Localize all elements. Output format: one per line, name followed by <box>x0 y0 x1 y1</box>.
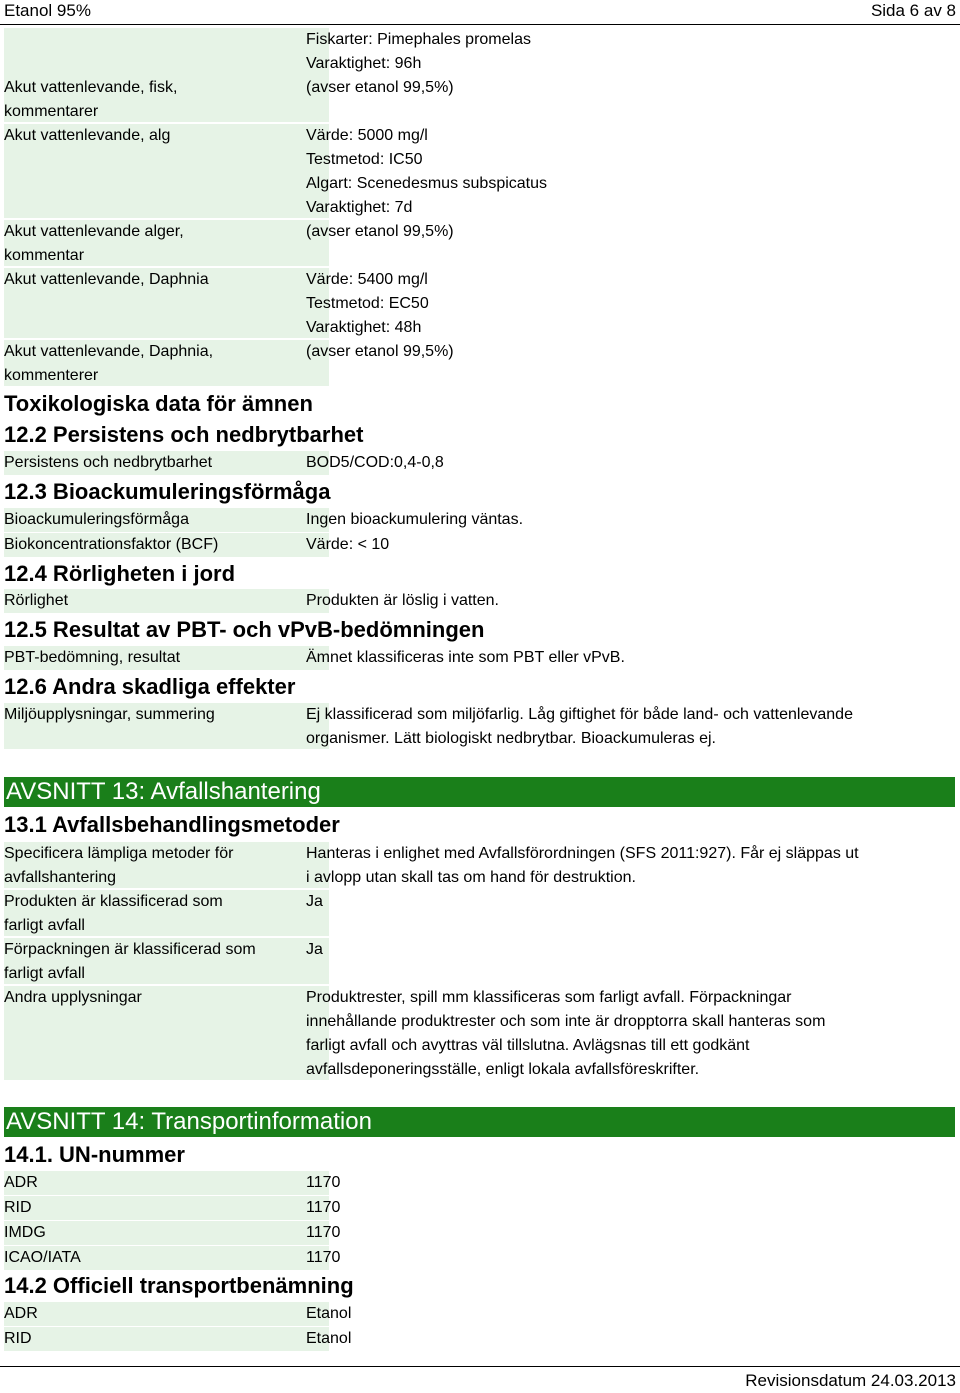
row-value: Värde: 5400 mg/l Testmetod: EC50 Varaktighet: 48h <box>306 271 429 336</box>
row-value: 1170 <box>306 1199 341 1216</box>
row-label: Biokoncentrationsfaktor (BCF) <box>4 533 329 557</box>
data-row <box>4 508 956 532</box>
section-header-14: AVSNITT 14: Transportinformation <box>4 1107 955 1137</box>
data-row <box>4 1302 956 1326</box>
row-value: (avser etanol 99,5%) <box>306 343 454 360</box>
row-value: Produktrester, spill mm klassificeras som farligt avfall. Förpackningar innehållande produktrester och som inte är dropptorra skall hanteras som farligt avfall och avyttras väl tillslutna. Avlägsnas till ett godkänt avfallsdeponeringsställe, enligt lokala avfallsföreskrifter. <box>306 989 826 1078</box>
row-label: RID <box>4 1327 329 1351</box>
row-value: 1170 <box>306 1224 341 1241</box>
row-value: Ämnet klassificeras inte som PBT eller vPvB. <box>306 649 625 666</box>
data-row <box>4 451 956 475</box>
data-row <box>4 703 956 751</box>
row-label: Förpackningen är klassificerad som farligt avfall <box>4 938 329 984</box>
footer-divider <box>0 1366 960 1367</box>
row-label: Bioackumuleringsförmåga <box>4 508 329 532</box>
subheading-14-2: 14.2 Officiell transportbenämning <box>4 1273 354 1298</box>
data-row <box>4 842 956 890</box>
subheading-13-1: 13.1 Avfallsbehandlingsmetoder <box>4 812 340 837</box>
row-value: Etanol <box>306 1330 352 1347</box>
row-value: BOD5/COD:0,4-0,8 <box>306 454 444 471</box>
data-row <box>4 340 956 388</box>
data-row <box>4 890 956 938</box>
data-row <box>4 938 956 986</box>
subheading-12-2: 12.2 Persistens och nedbrytbarhet <box>4 422 364 447</box>
row-value: 1170 <box>306 1249 341 1266</box>
row-label: Akut vattenlevande, Daphnia, kommenterer <box>4 340 329 386</box>
data-row <box>4 1171 956 1195</box>
row-value: 1170 <box>306 1174 341 1191</box>
row-label: RID <box>4 1196 329 1220</box>
data-row <box>4 1196 956 1220</box>
row-label: Rörlighet <box>4 589 329 613</box>
data-row <box>4 986 956 1082</box>
section-header-13: AVSNITT 13: Avfallshantering <box>4 777 955 807</box>
row-label: ICAO/IATA <box>4 1246 329 1270</box>
row-label: Akut vattenlevande, Daphnia <box>4 268 329 338</box>
data-row <box>4 76 956 124</box>
row-label: Andra upplysningar <box>4 986 329 1080</box>
row-value: Ej klassificerad som miljöfarlig. Låg giftighet för både land- och vattenlevande organismer. Lätt biologiskt nedbrytbar. Bioackumuleras ej. <box>306 706 853 747</box>
row-label <box>4 28 329 76</box>
row-label: Akut vattenlevande alger, kommentar <box>4 220 329 266</box>
row-label: Miljöupplysningar, summering <box>4 703 329 749</box>
row-label: PBT-bedömning, resultat <box>4 646 329 670</box>
row-value: Etanol <box>306 1305 352 1322</box>
revision-date: Revisionsdatum 24.03.2013 <box>745 1371 956 1390</box>
page-number: Sida 6 av 8 <box>870 1 956 20</box>
data-row <box>4 589 956 613</box>
row-value: Fiskarter: Pimephales promelas Varaktighet: 96h <box>306 31 531 72</box>
row-value: Hanteras i enlighet med Avfallsförordningen (SFS 2011:927). Får ej släppas ut i avlopp utan skall tas om hand för destruktion. <box>306 845 859 886</box>
row-label: Specificera lämpliga metoder för avfallshantering <box>4 842 329 888</box>
data-row <box>4 1221 956 1245</box>
data-row <box>4 220 956 268</box>
row-label: IMDG <box>4 1221 329 1245</box>
row-label: Akut vattenlevande, alg <box>4 124 329 218</box>
row-value: Värde: < 10 <box>306 536 390 553</box>
subheading-14-1: 14.1. UN-nummer <box>4 1142 185 1167</box>
row-label: Akut vattenlevande, fisk, kommentarer <box>4 76 329 122</box>
data-row <box>4 1246 956 1270</box>
page-header <box>0 0 960 25</box>
data-row <box>4 1327 956 1351</box>
row-value: Produkten är löslig i vatten. <box>306 592 499 609</box>
subheading-12-6: 12.6 Andra skadliga effekter <box>4 674 296 699</box>
data-row <box>4 268 956 340</box>
row-value: Ja <box>306 941 323 958</box>
row-value: (avser etanol 99,5%) <box>306 79 454 96</box>
row-value: Ingen bioackumulering väntas. <box>306 511 524 528</box>
data-row <box>4 28 956 76</box>
document-title: Etanol 95% <box>4 1 91 20</box>
subheading-12-3: 12.3 Bioackumuleringsförmåga <box>4 479 331 504</box>
subheading-12-4: 12.4 Rörligheten i jord <box>4 561 236 586</box>
subheading-toxicology: Toxikologiska data för ämnen <box>4 391 313 416</box>
row-value: Värde: 5000 mg/l Testmetod: IC50 Algart: Scenedesmus subspicatus Varaktighet: 7d <box>306 127 548 216</box>
data-row <box>4 124 956 220</box>
row-label: ADR <box>4 1302 329 1326</box>
subheading-12-5: 12.5 Resultat av PBT- och vPvB-bedömningen <box>4 617 485 642</box>
row-label: Persistens och nedbrytbarhet <box>4 451 329 475</box>
data-row <box>4 533 956 557</box>
row-value: (avser etanol 99,5%) <box>306 223 454 240</box>
row-label: Produkten är klassificerad som farligt avfall <box>4 890 329 936</box>
data-row <box>4 646 956 670</box>
row-label: ADR <box>4 1171 329 1195</box>
row-value: Ja <box>306 893 323 910</box>
